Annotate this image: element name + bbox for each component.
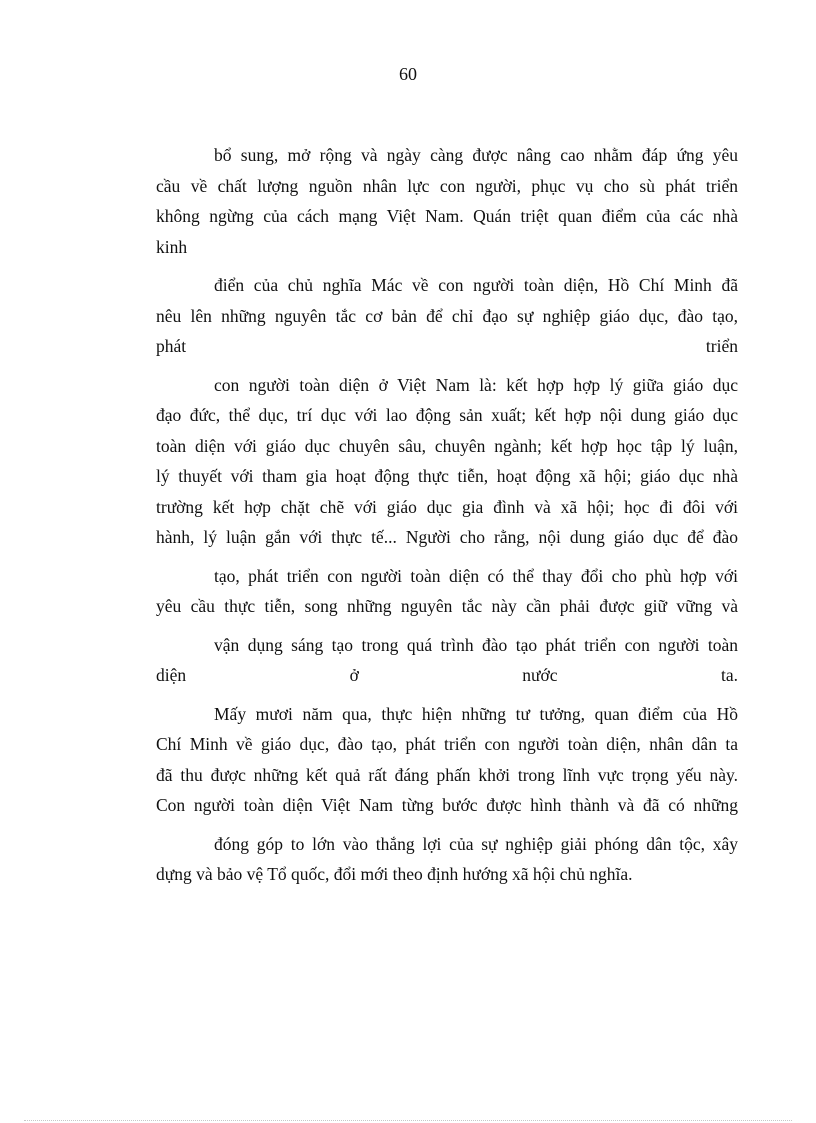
text-line: tạo, phát triển con người toàn diện có thể thay đổi cho phù hợp với: [214, 565, 738, 586]
text-line: lý thuyết với tham gia hoạt động thực tiễn, hoạt động xã hội; giáo dục nhà: [156, 466, 738, 486]
footer-rule: [24, 1120, 792, 1121]
text-line: toàn diện với giáo dục chuyên sâu, chuyên ngành; kết hợp học tập lý luận,: [156, 435, 738, 456]
text-line: bổ sung, mở rộng và ngày càng được nâng cao nhằm đáp ứng yêu: [214, 145, 738, 165]
text-line: yêu cầu thực tiễn, song những nguyên tắc này cần phải được giữ vững và: [156, 596, 738, 616]
text-line: nêu lên những nguyên tắc cơ bản để chỉ đạo sự nghiệp giáo dục, đào tạo,: [156, 305, 738, 326]
text-line: trường kết hợp chặt chẽ với giáo dục gia đình và xã hội; học đi đôi với: [156, 496, 738, 517]
text-line: hành, lý luận gắn với thực tế... Người cho rằng, nội dung giáo dục để đào: [156, 527, 738, 547]
text-line: đạo đức, thể dục, trí dục với lao động sản xuất; kết hợp nội dung giáo dục: [156, 405, 738, 425]
text-line: không ngừng của cách mạng Việt Nam. Quán triệt quan điểm của các nhà: [156, 206, 738, 226]
text-line: Chí Minh về giáo dục, đào tạo, phát triển con người toàn diện, nhân dân ta: [156, 734, 738, 754]
body-text: [156, 140, 738, 890]
text-line: cầu về chất lượng nguồn nhân lực con người, phục vụ cho sù phát triển: [156, 175, 738, 196]
text-line: phát triển: [156, 336, 738, 356]
text-line: con người toàn diện ở Việt Nam là: kết hợp hợp lý giữa giáo dục: [214, 374, 738, 395]
text-line: điển của chủ nghĩa Mác về con người toàn diện, Hồ Chí Minh đã: [214, 275, 738, 295]
text-line: kinh: [156, 236, 188, 257]
page-number: 60: [399, 64, 417, 84]
text-line: vận dụng sáng tạo trong quá trình đào tạo phát triển con người toàn: [214, 634, 738, 655]
text-line: đóng góp to lớn vào thắng lợi của sự nghiệp giải phóng dân tộc, xây: [214, 833, 738, 854]
text-line: diện ở nước ta.: [156, 665, 738, 685]
text-line: dựng và bảo vệ Tổ quốc, đổi mới theo định hướng xã hội chủ nghĩa.: [156, 864, 633, 884]
text-line: đã thu được những kết quả rất đáng phấn khởi trong lĩnh vực trọng yếu này.: [156, 764, 738, 785]
text-line: Mấy mươi năm qua, thực hiện những tư tưởng, quan điểm của Hồ: [214, 703, 738, 724]
text-line: Con người toàn diện Việt Nam từng bước được hình thành và đã có những: [156, 795, 738, 815]
